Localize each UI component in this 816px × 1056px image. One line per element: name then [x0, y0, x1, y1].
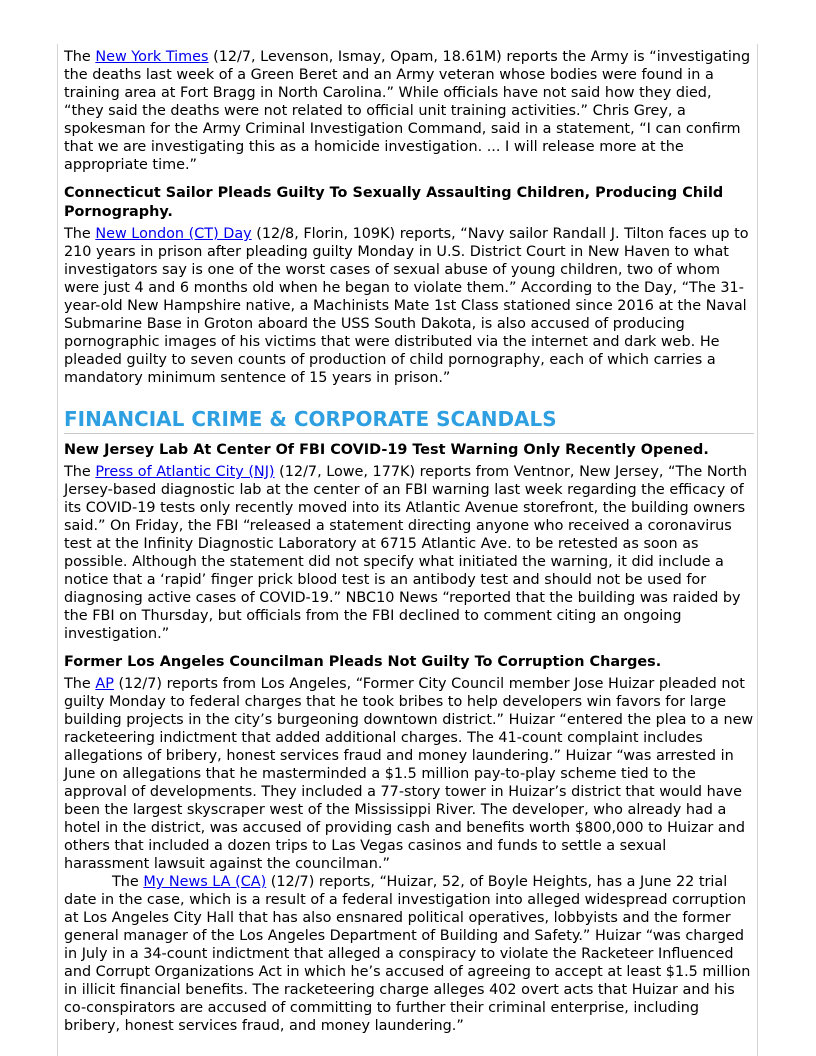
story-body [64, 463, 754, 643]
story-text: (12/8, Florin, 109K) reports, “Navy sailor Randall J. Tilton faces up to 210 years in prison after pleading guilty Monday in U.S. District Court in New Haven to what investigators say is one of the worst cases of sexual abuse of young children, two of whom were just 4 and 6 months old when he began to violate them.” According to the Day, “The 31-year-old New Hampshire native, a Machinists Mate 1st Class stationed since 2016 at the Naval Submarine Base in Groton aboard the USS South Dakota, is also accused of producing pornographic images of his victims that were distributed via the internet and dark web. He pleaded guilty to seven counts of production of child pornography, each of which carries a mandatory minimum sentence of 15 years in prison.” [64, 226, 749, 386]
story-army-deaths [64, 48, 754, 174]
source-link-ap[interactable]: AP [95, 676, 114, 692]
source-link-new-london-day[interactable]: New London (CT) Day [95, 226, 252, 242]
section-heading-financial-crime: FINANCIAL CRIME & CORPORATE SCANDALS [64, 406, 754, 434]
article-prefix: The [64, 464, 96, 480]
story-headline: New Jersey Lab At Center Of FBI COVID-19 Test Warning Only Recently Opened. [64, 442, 709, 458]
story-body [64, 48, 754, 174]
article-prefix: The [64, 49, 96, 65]
story-headline: Connecticut Sailor Pleads Guilty To Sexually Assaulting Children, Producing Child Pornography. [64, 185, 724, 220]
story-text: (12/7, Lowe, 177K) reports from Ventnor, New Jersey, “The North Jersey-based diagnostic lab at the center of an FBI warning last week regarding the efficacy of its COVID-19 tests only recently moved into its Atlantic Avenue storefront, the building owners said.” On Friday, the FBI “released a statement directing anyone who received a coronavirus test at the Infinity Diagnostic Laboratory at 6715 Atlantic Ave. to be retested as soon as possible. Although the statement did not specify what initiated the warning, it did include a notice that a ‘rapid’ finger prick blood test is an antibody test and should not be used for diagnosing active cases of COVID-19.” NBC10 News “reported that the building was raided by the FBI on Thursday, but officials from the FBI declined to comment citing an ongoing investigation.” [64, 464, 748, 642]
newsletter-page [57, 44, 758, 1056]
article-prefix: The [64, 676, 96, 692]
source-link-my-news-la[interactable]: My News LA (CA) [143, 874, 267, 890]
story-huizar-corruption [64, 653, 754, 1035]
story-text: (12/7) reports from Los Angeles, “Former City Council member Jose Huizar pleaded not guilty Monday to federal charges that he took bribes to help developers win favors for large building projects in the city’s burgeoning downtown district.” Huizar “entered the plea to a new racketeering indictment that added additional charges. The 41-count complaint includes allegations of bribery, honest services fraud and money laundering.” Huizar “was arrested in June on allegations that he masterminded a $1.5 million pay-to-play scheme tied to the approval of developments. They included a 77-story tower in Huizar’s district that would have been the largest skyscraper west of the Mississippi River. The developer, who already had a hotel in the district, was accused of providing cash and benefits worth $800,000 to Huizar and others that included a dozen trips to Las Vegas casinos and funds to settle a sexual harassment lawsuit against the councilman.” [64, 676, 754, 872]
story-new-jersey-lab [64, 441, 754, 643]
story-body [64, 225, 754, 387]
source-link-press-of-atlantic-city[interactable]: Press of Atlantic City (NJ) [95, 464, 275, 480]
story-body-continued [64, 873, 754, 1035]
article-prefix: The [112, 874, 144, 890]
story-headline: Former Los Angeles Councilman Pleads Not Guilty To Corruption Charges. [64, 654, 662, 670]
source-link-new-york-times[interactable]: New York Times [95, 49, 209, 65]
section-financial-crime [64, 441, 754, 1035]
story-connecticut-sailor [64, 184, 754, 387]
story-text: (12/7) reports, “Huizar, 52, of Boyle Heights, has a June 22 trial date in the case, which is a result of a federal investigation into alleged widespread corruption at Los Angeles City Hall that has also ensnared political operatives, lobbyists and the former general manager of the Los Angeles Department of Building and Safety.” Huizar “was charged in July in a 34-count indictment that alleged a conspiracy to violate the Racketeer Influenced and Corrupt Organizations Act in which he’s accused of agreeing to accept at least $1.5 million in illicit financial benefits. The racketeering charge alleges 402 overt acts that Huizar and his co-conspirators are accused of committing to further their criminal enterprise, including bribery, honest services fraud, and money laundering.” [64, 874, 751, 1034]
story-text: (12/7, Levenson, Ismay, Opam, 18.61M) reports the Army is “investigating the deaths last week of a Green Beret and an Army veteran whose bodies were found in a training area at Fort Bragg in North Carolina.” While officials have not said how they died, “they said the deaths were not related to official unit training activities.” Chris Grey, a spokesman for the Army Criminal Investigation Command, said in a statement, “I can confirm that we are investigating this as a homicide investigation. ... I will release more at the appropriate time.” [64, 49, 751, 173]
article-prefix: The [64, 226, 96, 242]
story-body [64, 675, 754, 873]
